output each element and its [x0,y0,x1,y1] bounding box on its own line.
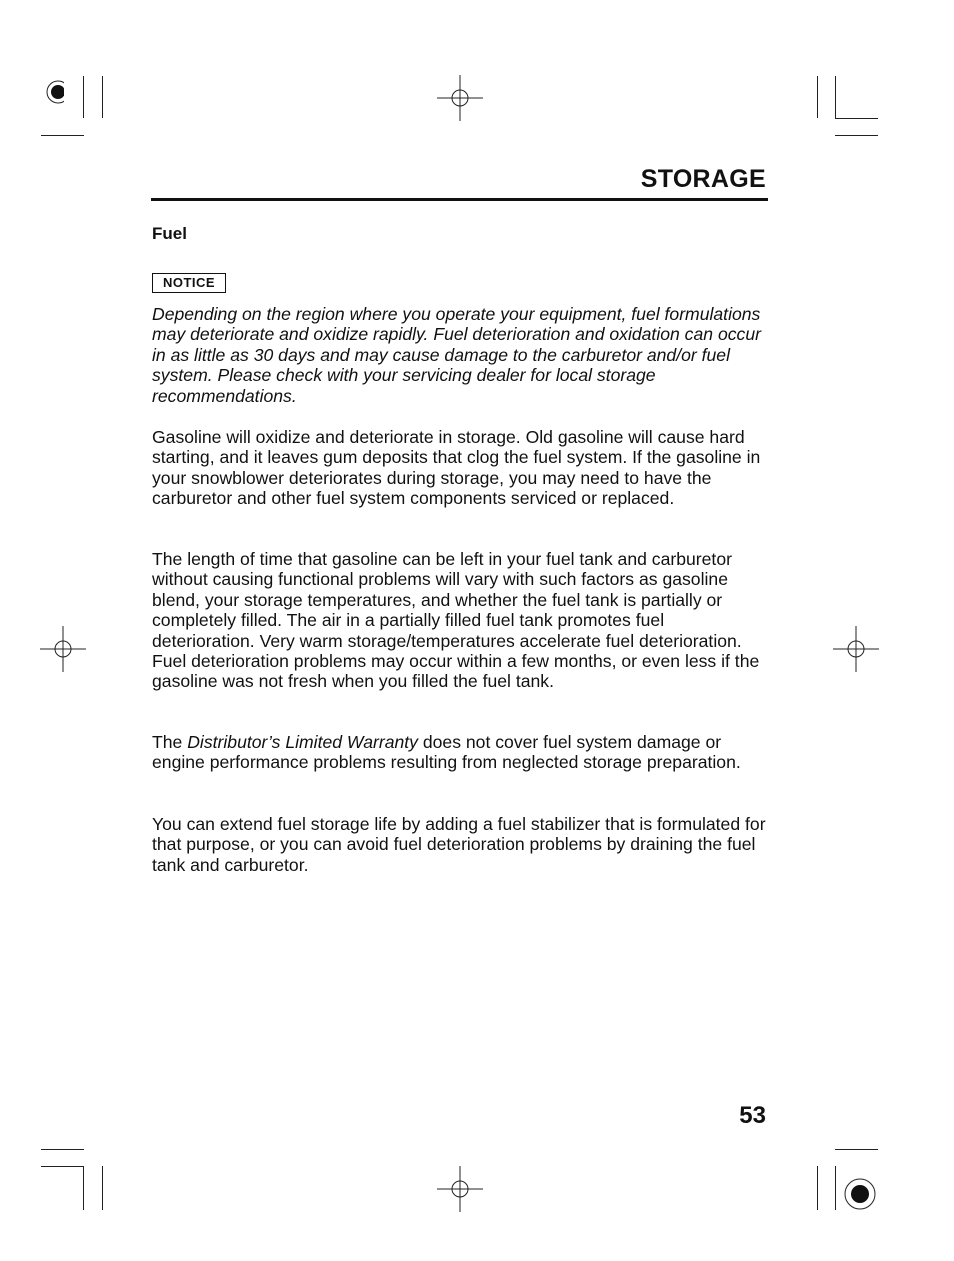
paragraph-oxidation: Gasoline will oxidize and deteriorate in storage. Old gasoline will cause hard starting, and it leaves gum deposits that clog the fuel system. If the gasoline in your snowblower deteriorates during storage, you may need to have the carburetor and other fuel system components serviced or replaced. [152,427,761,509]
center-crosshair-bottom [437,1166,483,1212]
crop-mark [41,1166,84,1167]
crop-mark [835,135,878,136]
page-title: STORAGE [640,165,766,193]
registration-mark-top-left [40,72,64,114]
crop-mark [83,76,84,118]
center-crosshair-left [40,626,86,672]
registration-mark-bottom-right [842,1176,878,1212]
crop-mark [102,76,103,118]
section-heading: Fuel [152,224,187,243]
crop-mark [41,135,84,136]
warranty-text-rest: does not cover fuel system damage or engine performance problems resulting from neglected storage preparation. [152,732,741,773]
crop-mark [835,1166,836,1210]
center-crosshair-right [833,626,879,672]
title-rule [151,198,768,201]
crop-mark [102,1166,103,1210]
warranty-text-lead: The [152,732,188,752]
paragraph-storage-time: The length of time that gasoline can be left in your fuel tank and carburetor without causing functional problems will vary with such factors as gasoline blend, your storage temperatures, and whether the fuel tank is partially or completely filled. The air in a partially filled fuel tank promotes fuel deterioration. Very warm storage/temperatures accelerate fuel deterioration. Fuel deterioration problems may occur within a few months, or even less if the gasoline was not fresh when you filled the fuel tank. [152,549,760,692]
crop-mark [817,76,818,118]
notice-text: Depending on the region where you operate your equipment, fuel formulations may deteriorate and oxidize rapidly. Fuel deterioration and oxidation can occur in as little as 30 days and may cause damage to the carburetor and/or fuel system. Please check with your servicing dealer for local storage recommendations. [152,304,761,406]
warranty-title: Distributor’s Limited Warranty [187,732,418,752]
crop-mark [835,1149,878,1150]
paragraph-stabilizer: You can extend fuel storage life by adding a fuel stabilizer that is formulated for that purpose, or you can avoid fuel deterioration problems by draining the fuel tank and carburetor. [152,814,766,875]
crop-mark [835,76,836,118]
crop-mark [835,118,878,119]
crop-mark [817,1166,818,1210]
notice-badge: NOTICE [152,273,226,293]
center-crosshair-top [437,75,483,121]
crop-mark [83,1166,84,1210]
crop-mark [41,1149,84,1150]
paragraph-warranty [152,732,766,773]
page-number: 53 [739,1102,766,1129]
